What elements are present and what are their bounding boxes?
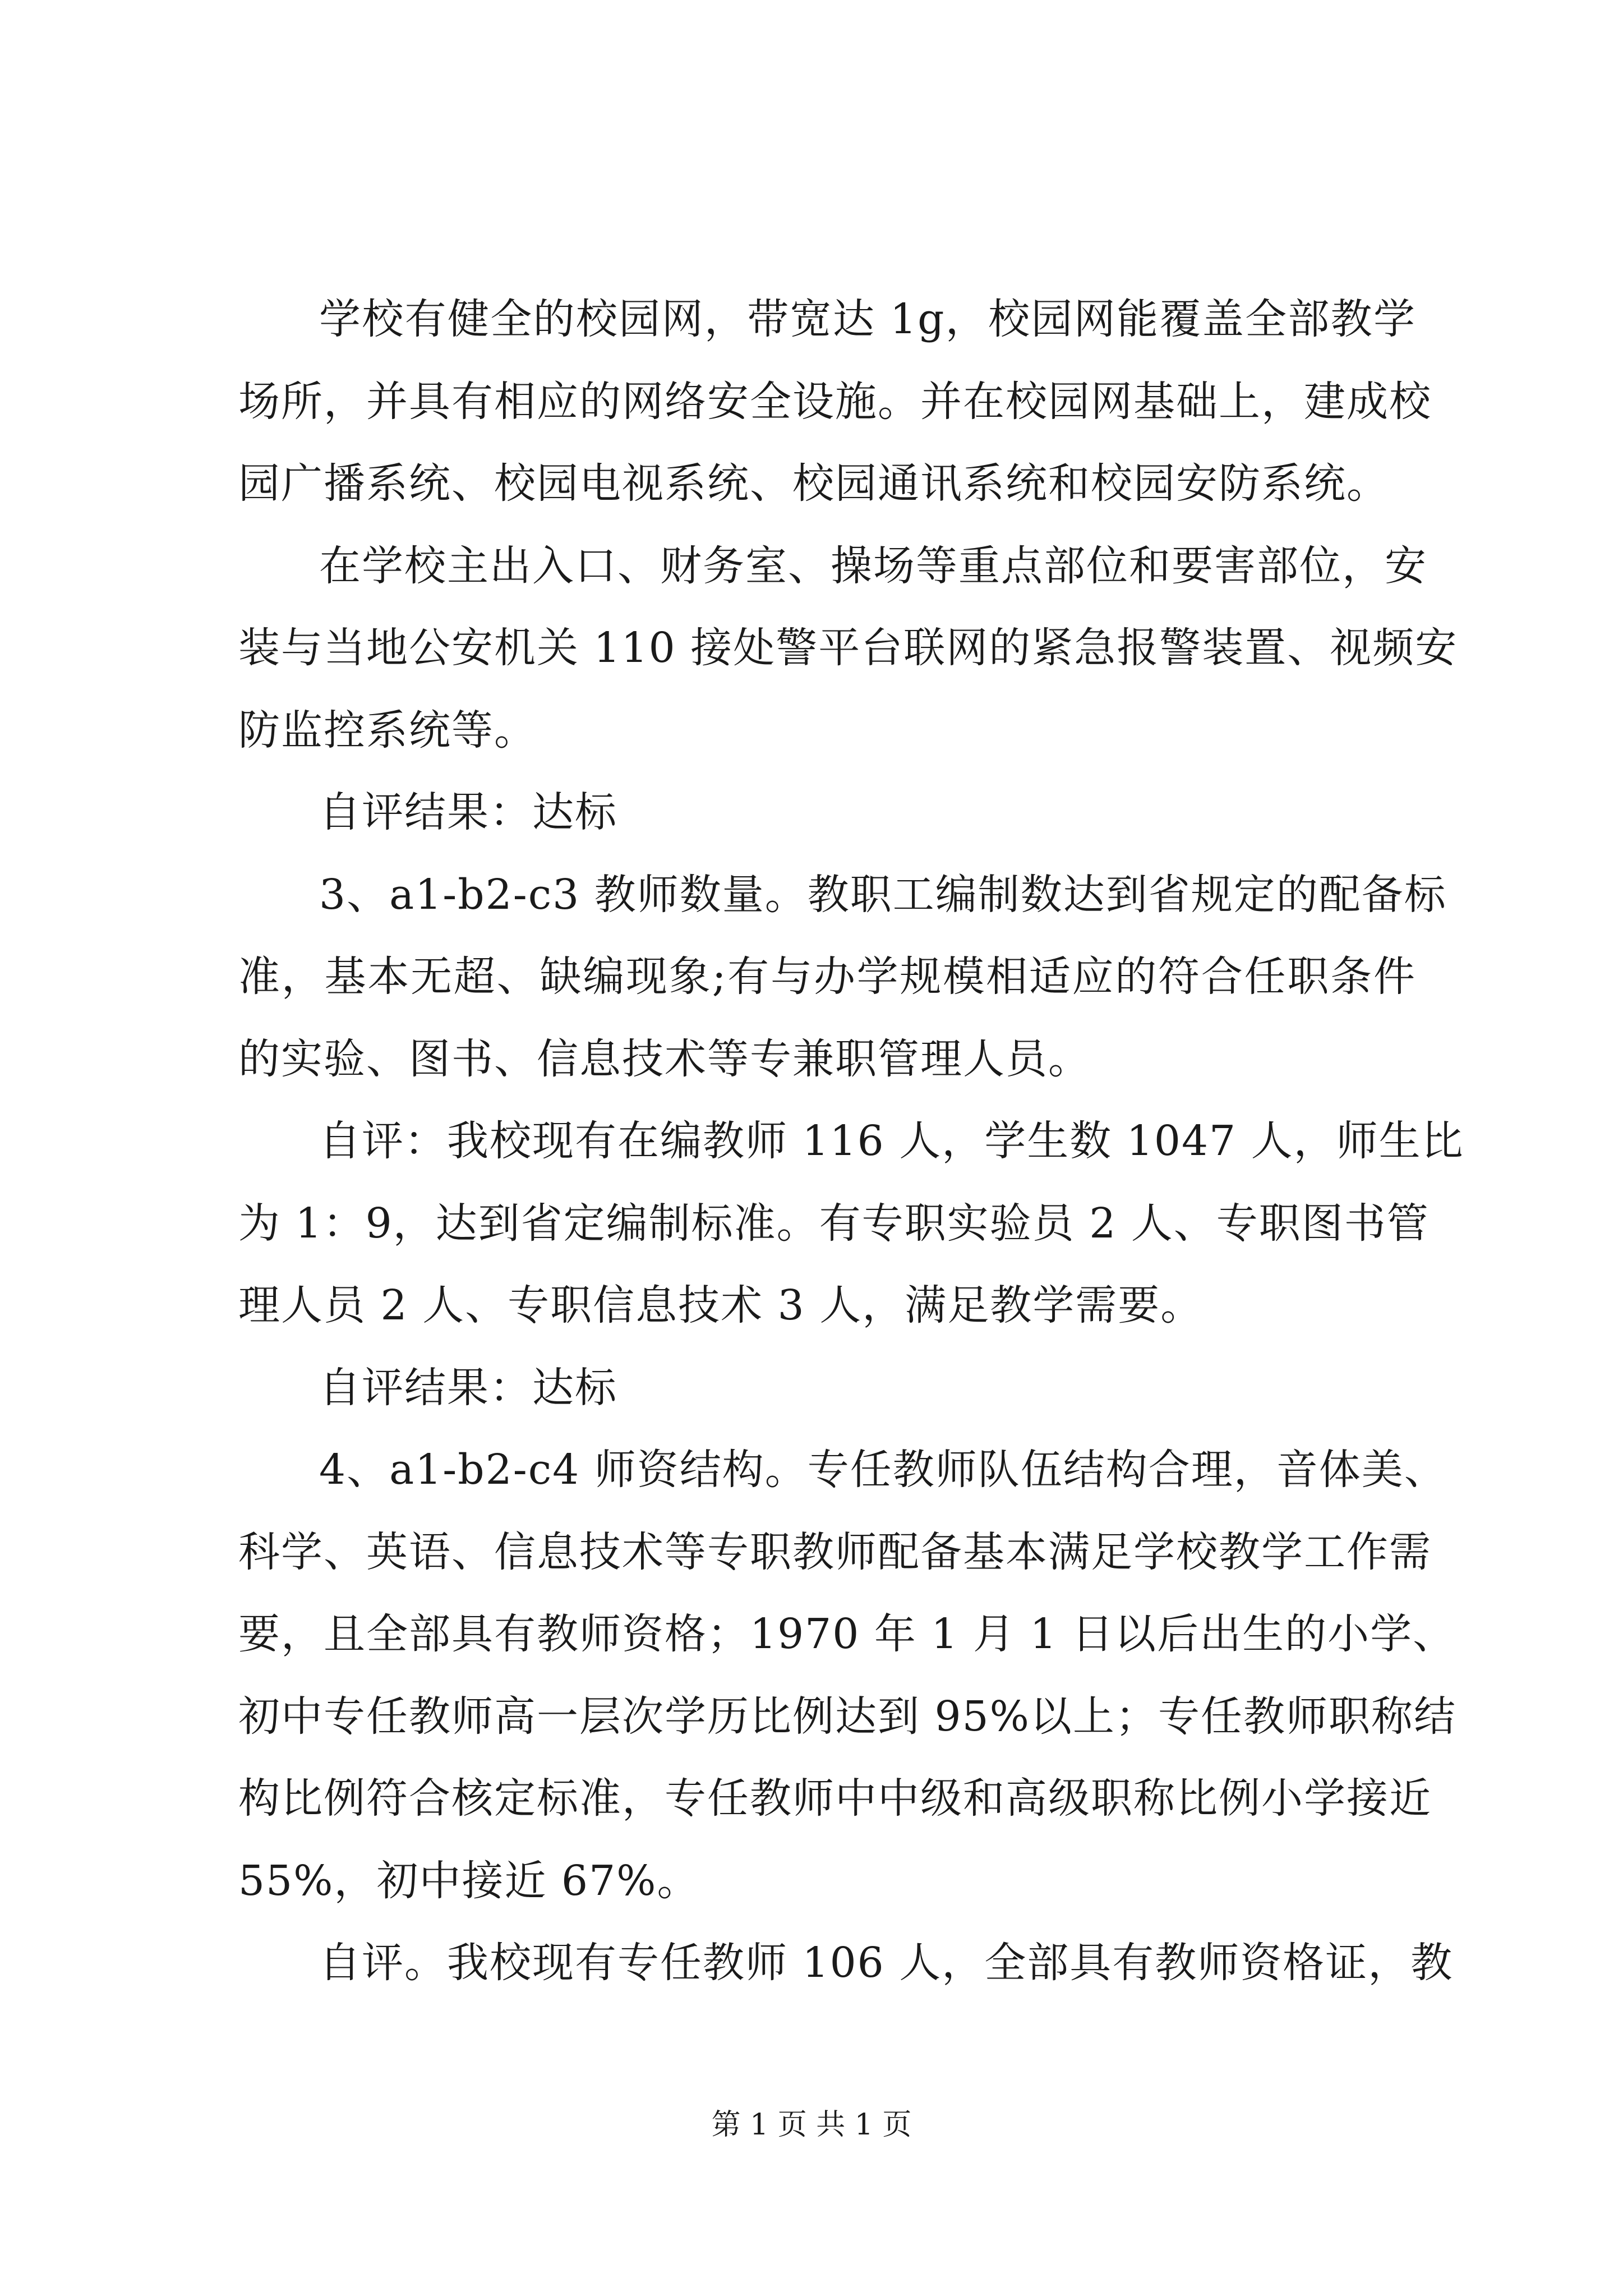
paragraph [238,278,1432,525]
text-line: 准，基本无超、缺编现象;有与办学规模相适应的符合任职条件 [238,953,1416,1001]
text-line: 3、a1-b2-c3 教师数量。教职工编制数达到省规定的配备标 [319,870,1447,919]
paragraph [238,1922,1454,2004]
text-line: 的实验、图书、信息技术等专兼职管理人员。 [238,1034,1091,1083]
paragraph [238,1100,1464,1347]
text-line: 园广播系统、校园电视系统、校园通讯系统和校园安防系统。 [238,459,1389,508]
page-footer [0,2101,1623,2143]
text-line: 自评：我校现有在编教师 116 人，学生数 1047 人，师生比 [319,1117,1464,1165]
text-line: 装与当地公安机关 110 接处警平台联网的紧急报警装置、视频安 [238,624,1458,672]
text-line: 场所，并具有相应的网络安全设施。并在校园网基础上，建成校 [238,377,1432,426]
text-line: 自评。我校现有专任教师 106 人，全部具有教师资格证，教 [319,1939,1454,1987]
text-line: 55%，初中接近 67%。 [238,1856,700,1905]
text-line: 科学、英语、信息技术等专职教师配备基本满足学校教学工作需 [238,1527,1432,1576]
text-line: 学校有健全的校园网，带宽达 1g，校园网能覆盖全部教学 [319,295,1416,343]
result-line: 自评结果：达标 [319,1363,617,1412]
paragraph [238,1429,1456,1922]
text-line: 为 1：9，达到省定编制标准。有专职实验员 2 人、专职图书管 [238,1199,1430,1248]
document-body [238,278,1464,2004]
result-line: 自评结果：达标 [319,788,617,836]
page-number-label: 第 1 页 共 1 页 [711,2108,912,2142]
paragraph [238,771,1416,854]
text-line: 构比例符合核定标准，专任教师中中级和高级职称比例小学接近 [238,1774,1432,1823]
text-line: 要，且全部具有教师资格；1970 年 1 月 1 日以后出生的小学、 [238,1610,1456,1658]
paragraph [238,525,1458,772]
text-line: 理人员 2 人、专职信息技术 3 人，满足教学需要。 [238,1281,1204,1329]
text-line: 4、a1-b2-c4 师资结构。专任教师队伍结构合理，音体美、 [319,1446,1447,1494]
text-line: 防监控系统等。 [238,706,537,754]
text-line: 初中专任教师高一层次学历比例达到 95%以上；专任教师职称结 [238,1692,1456,1741]
text-line: 在学校主出入口、财务室、操场等重点部位和要害部位，安 [319,541,1427,590]
paragraph [238,854,1447,1101]
paragraph [238,1347,1416,1429]
